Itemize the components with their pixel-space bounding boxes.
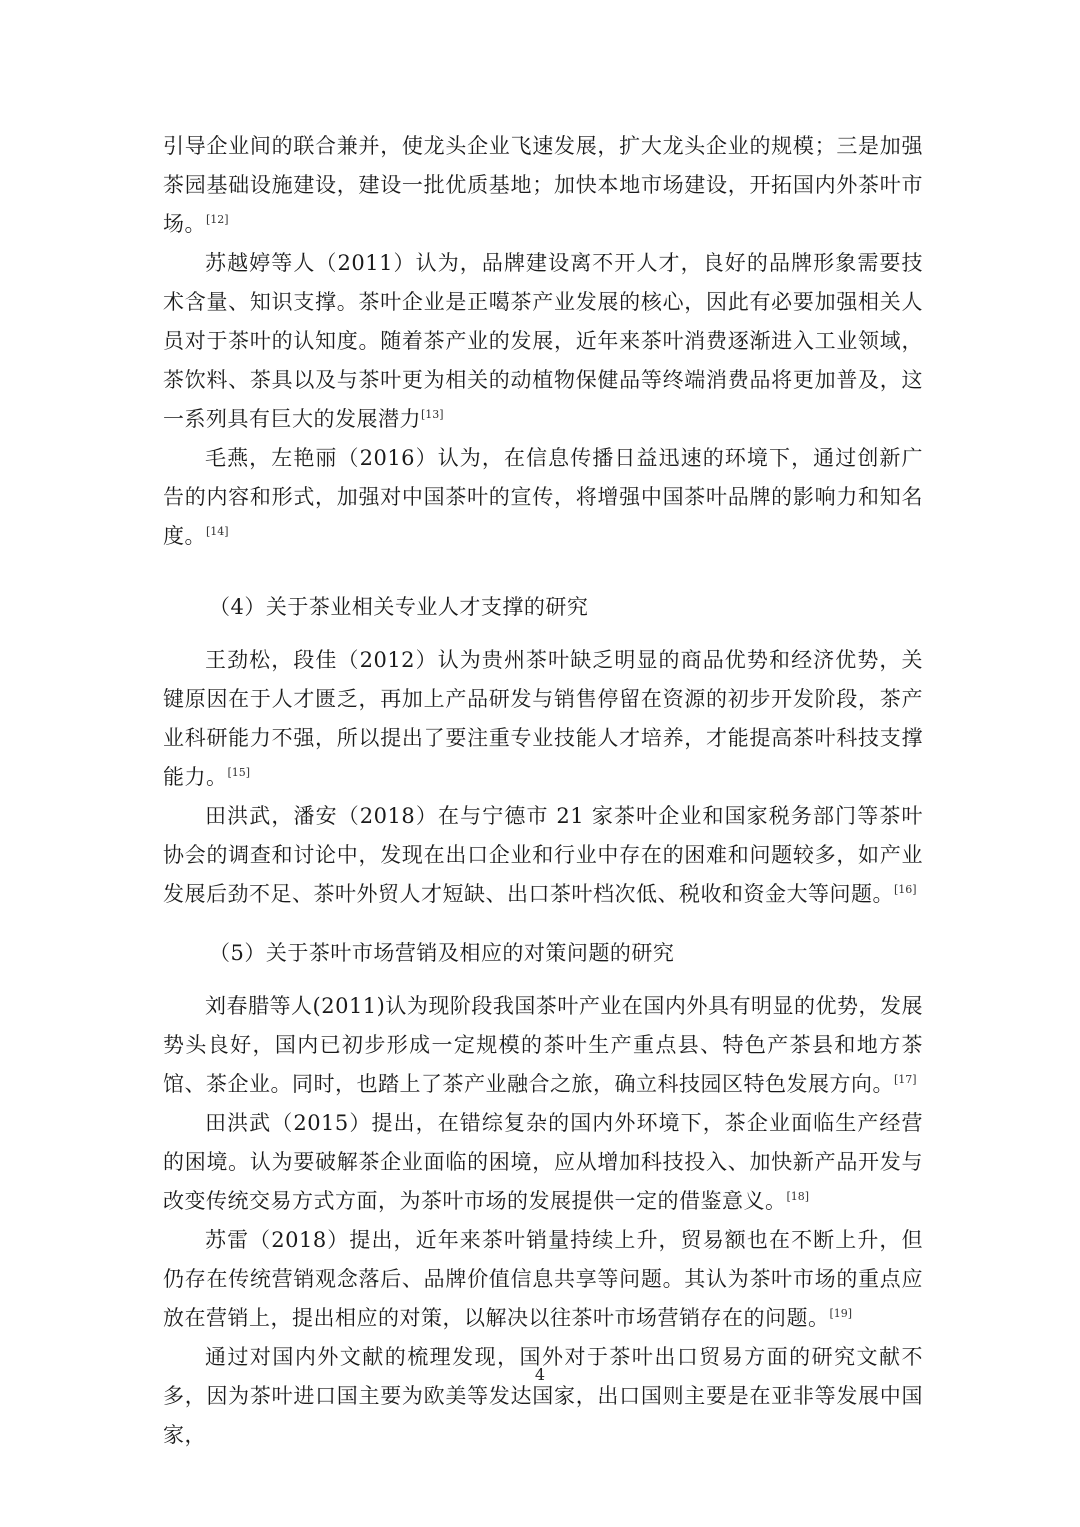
citation-18: [18]: [786, 1190, 810, 1203]
spacer: [163, 973, 923, 987]
paragraph-text: 王劲松，段佳（2012）认为贵州茶叶缺乏明显的商品优势和经济优势，关键原因在于人才匮乏，再加上产品研发与销售停留在资源的初步开发阶段，茶产业科研能力不强，所以提出了要注重专业技能人才培养，才能提高茶叶科技支撑能力。: [163, 648, 923, 789]
paragraph-su-lei: [163, 1221, 923, 1338]
paragraph-tian-hongwu-2015: [163, 1104, 923, 1221]
paragraph-continuation: [163, 127, 923, 244]
citation-15: [15]: [227, 766, 251, 779]
paragraph-text: 苏越婷等人（2011）认为，品牌建设离不开人才，良好的品牌形象需要技术含量、知识支撑。茶叶企业是正噶茶产业发展的核心，因此有必要加强相关人员对于茶叶的认知度。随着茶产业的发展，近年来茶叶消费逐渐进入工业领域，茶饮料、茶具以及与茶叶更为相关的动植物保健品等终端消费品将更加普及，这一系列具有巨大的发展潜力: [163, 251, 923, 431]
spacer: [163, 914, 923, 934]
paragraph-text: 田洪武（2015）提出，在错综复杂的国内外环境下，茶企业面临生产经营的困境。认为要破解茶企业面临的困境，应从增加科技投入、加快新产品开发与改变传统交易方式方面，为茶叶市场的发展提供一定的借鉴意义。: [163, 1111, 923, 1213]
paragraph-su-yueting: [163, 244, 923, 439]
spacer: [163, 627, 923, 641]
spacer: [163, 556, 923, 588]
paragraph-wang-jinsong: [163, 641, 923, 797]
paragraph-text: 引导企业间的联合兼并，使龙头企业飞速发展，扩大龙头企业的规模；三是加强茶园基础设施建设，建设一批优质基地；加快本地市场建设，开拓国内外茶叶市场。: [163, 134, 923, 236]
paragraph-text: 刘春腊等人(2011)认为现阶段我国茶叶产业在国内外具有明显的优势，发展势头良好，国内已初步形成一定规模的茶叶生产重点县、特色产茶县和地方茶馆、茶企业。同时，也踏上了茶产业融合之旅，确立科技园区特色发展方向。: [163, 994, 923, 1096]
citation-13: [13]: [421, 408, 444, 421]
citation-17: [17]: [894, 1073, 917, 1086]
citation-14: [14]: [206, 525, 229, 538]
body-text: [163, 127, 923, 1455]
section-heading-5: （5）关于茶叶市场营销及相应的对策问题的研究: [209, 941, 675, 965]
citation-12: [12]: [206, 213, 229, 226]
paragraph-text: 苏雷（2018）提出，近年来茶叶销量持续上升，贸易额也在不断上升，但仍存在传统营销观念落后、品牌价值信息共享等问题。其认为茶叶市场的重点应放在营销上，提出相应的对策，以解决以往茶叶市场营销存在的问题。: [163, 1228, 923, 1330]
paragraph-summary: [163, 1338, 923, 1455]
paragraph-tian-hongwu-2018: [163, 797, 923, 914]
section-heading-4: （4）关于茶业相关专业人才支撑的研究: [209, 595, 589, 619]
paragraph-text: 毛燕，左艳丽（2016）认为，在信息传播日益迅速的环境下，通过创新广告的内容和形式，加强对中国茶叶的宣传，将增强中国茶叶品牌的影响力和知名度。: [163, 446, 923, 548]
paragraph-text: 通过对国内外文献的梳理发现，国外对于茶叶出口贸易方面的研究文献不多，因为茶叶进口国主要为欧美等发达国家，出口国则主要是在亚非等发展中国家，: [163, 1345, 923, 1447]
citation-19: [19]: [829, 1307, 853, 1320]
page-number: 4: [534, 1365, 546, 1384]
citation-16: [16]: [894, 883, 917, 896]
paragraph-text: 田洪武，潘安（2018）在与宁德市 21 家茶叶企业和国家税务部门等茶叶协会的调查和讨论中，发现在出口企业和行业中存在的困难和问题较多，如产业发展后劲不足、茶叶外贸人才短缺、出口茶叶档次低、税收和资金大等问题。: [163, 804, 923, 906]
paragraph-liu-chunla: [163, 987, 923, 1104]
paragraph-mao-yan: [163, 439, 923, 556]
